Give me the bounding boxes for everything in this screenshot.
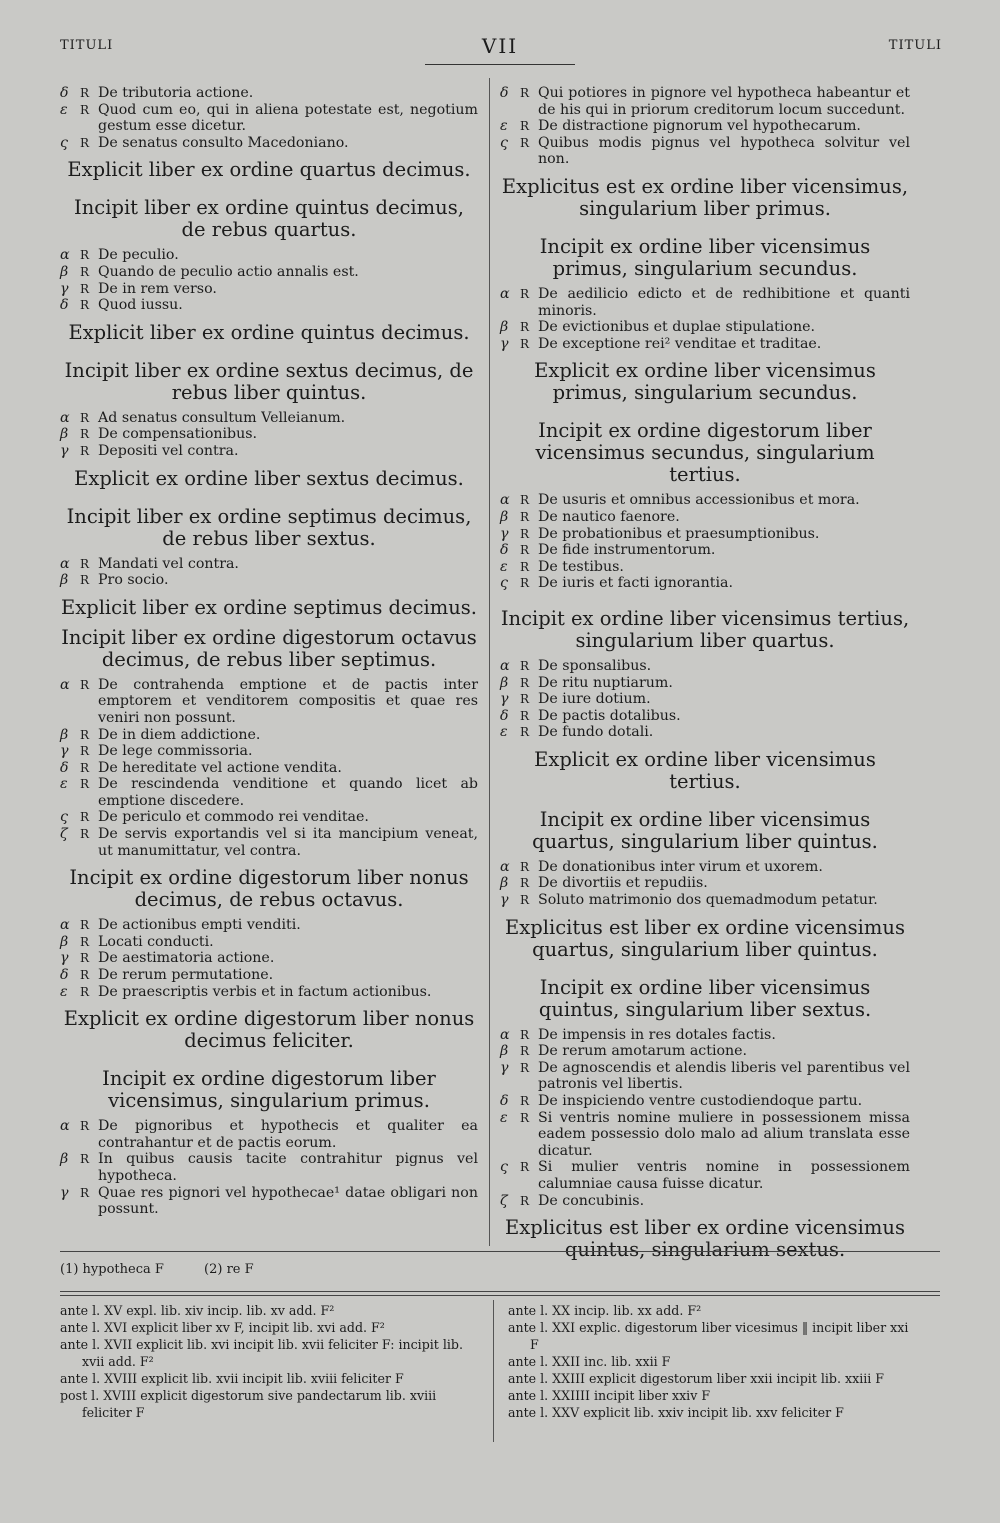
entry-number: γ (60, 442, 69, 459)
apparatus-rule-bottom (60, 1295, 940, 1296)
entry-text: De impensis in res dotales factis. (538, 1026, 776, 1043)
title-entry (60, 967, 478, 984)
entry-number: α (60, 917, 70, 934)
apparatus-note: ante l. XVIII explicit lib. xvii incipit lib. xviii feliciter F (60, 1371, 404, 1386)
entry-number: δ (500, 542, 509, 559)
rubric-r-icon: R (80, 427, 90, 442)
rubric-r-icon: R (80, 556, 90, 571)
entry-text: De aedilicio edicto et de redhibitione et quanti minoris. (538, 285, 910, 319)
title-entry (60, 102, 478, 135)
entry-number: γ (500, 335, 509, 352)
title-entry (60, 135, 478, 152)
entry-text: De pignoribus et hypothecis et qualiter ea contrahantur et de pactis eorum. (98, 1118, 478, 1151)
entry-text: De iure dotium. (538, 691, 651, 708)
rubric-r-icon: R (520, 675, 530, 690)
entry-text: De praescriptis verbis et in factum actionibus. (98, 983, 432, 1000)
header-rule (425, 64, 575, 65)
apparatus-note: ante l. XX incip. lib. xx add. F² (508, 1303, 702, 1318)
entry-number: δ (60, 297, 69, 314)
rubric-r-icon: R (80, 951, 90, 966)
entry-number: β (60, 263, 69, 280)
rubric-r-icon: R (520, 86, 530, 100)
section-heading: Incipit ex ordine digestorum liber vicensimus secundus, singularium tertius. (535, 419, 875, 487)
rubric-r-icon: R (520, 119, 530, 134)
entry-number: ε (500, 558, 508, 575)
title-entry (60, 1151, 478, 1184)
title-entry (500, 724, 910, 741)
entry-number: α (500, 492, 510, 509)
rubric-r-icon: R (520, 859, 530, 874)
entry-text: De donationibus inter virum et uxorem. (538, 858, 823, 875)
entry-text: De distractione pignorum vel hypothecarum. (538, 118, 861, 135)
title-entry (500, 658, 910, 675)
title-entry (60, 934, 478, 951)
entry-text: Pro socio. (98, 572, 169, 589)
rubric-r-icon: R (80, 443, 90, 458)
title-entry (500, 1110, 910, 1160)
entry-number: γ (60, 280, 69, 297)
title-entry (500, 708, 910, 725)
entry-text: De nautico faenore. (538, 508, 680, 525)
entry-number: α (60, 1118, 70, 1135)
entry-number: β (60, 426, 69, 443)
apparatus-note: ante l. XXV explicit lib. xxiv incipit lib. xxv feliciter F (508, 1405, 844, 1420)
title-entry (60, 677, 478, 727)
title-entry (60, 826, 478, 859)
entry-text: Quae res pignori vel hypothecae¹ datae obligari non possunt. (98, 1184, 478, 1218)
entry-number: ς (500, 1159, 508, 1176)
title-entry (500, 1027, 910, 1044)
rubric-r-icon: R (80, 248, 90, 263)
entry-number: β (500, 674, 509, 691)
rubric-r-icon: R (520, 1060, 530, 1075)
title-entry (500, 526, 910, 543)
rubric-r-icon: R (80, 281, 90, 296)
section-heading: Incipit liber ex ordine quintus decimus, de rebus quartus. (74, 196, 464, 242)
entry-number: γ (60, 1184, 69, 1201)
entry-number: α (60, 555, 70, 572)
entry-number: γ (500, 1059, 509, 1076)
entry-text: Quod iussu. (98, 297, 183, 314)
apparatus-note: ante l. XXI explic. digestorum liber vicesimus ‖ incipit liber xxi F (508, 1320, 909, 1352)
rubric-r-icon: R (520, 576, 530, 591)
right-column (500, 85, 910, 1267)
entry-text: De aestimatoria actione. (98, 950, 275, 967)
entry-number: γ (500, 691, 509, 708)
rubric-r-icon: R (80, 264, 90, 279)
entry-number: β (60, 572, 69, 589)
entry-text: De fide instrumentorum. (538, 542, 716, 559)
entry-number: δ (60, 967, 69, 984)
entry-text: De ritu nuptiarum. (538, 674, 673, 691)
rubric-r-icon: R (520, 1044, 530, 1059)
entry-text: De concubinis. (538, 1192, 645, 1209)
section-heading: Explicit ex ordine liber vicensimus tertius. (534, 747, 876, 793)
title-entry (500, 135, 910, 168)
rubric-r-icon: R (520, 658, 530, 673)
entry-number: ε (500, 1109, 508, 1126)
title-entry (60, 426, 478, 443)
apparatus-note: ante l. XXII inc. lib. xxii F (508, 1354, 671, 1369)
column-divider (489, 78, 490, 1246)
title-entry (500, 1043, 910, 1060)
section-heading: Explicit liber ex ordine quartus decimus. (67, 158, 471, 182)
section-heading: Incipit ex ordine liber vicensimus quartus, singularium liber quintus. (532, 807, 878, 853)
entry-number: δ (500, 85, 509, 101)
entry-number: β (500, 319, 509, 336)
entry-number: α (500, 285, 510, 302)
section-heading: Incipit liber ex ordine sextus decimus, de rebus liber quintus. (64, 358, 474, 404)
entry-text: De compensationibus. (98, 426, 258, 443)
title-entry (500, 1193, 910, 1210)
apparatus-note: ante l. XXIII explicit digestorum liber xxii incipit lib. xxiii F (508, 1371, 885, 1386)
title-entry (60, 443, 478, 460)
entry-text: De exceptione rei² venditae et traditae. (538, 335, 822, 352)
entry-text: De peculio. (98, 247, 179, 264)
rubric-r-icon: R (520, 559, 530, 574)
rubric-r-icon: R (520, 509, 530, 524)
title-entry (60, 410, 478, 427)
entry-text: De rerum amotarum actione. (538, 1043, 748, 1060)
entry-number: ζ (500, 1192, 508, 1209)
title-entry (500, 542, 910, 559)
entry-number: α (60, 247, 70, 264)
footnote-1: (1) hypotheca F (60, 1262, 164, 1277)
rubric-r-icon: R (80, 102, 90, 117)
title-entry (60, 247, 478, 264)
section-heading: Incipit liber ex ordine digestorum octavus decimus, de rebus liber septimus. (61, 625, 477, 671)
running-head-left: TITULI (60, 38, 114, 53)
title-entry (60, 572, 478, 589)
entry-text: Quibus modis pignus vel hypotheca solvitur vel non. (538, 134, 910, 168)
rubric-r-icon: R (80, 1152, 90, 1167)
entry-text: De evictionibus et duplae stipulatione. (538, 319, 816, 336)
rubric-r-icon: R (520, 543, 530, 558)
footnotes (60, 1262, 290, 1277)
section-heading: Explicit liber ex ordine septimus decimus. (60, 595, 477, 619)
rubric-r-icon: R (80, 918, 90, 933)
entry-number: ε (500, 724, 508, 741)
entry-text: De senatus consulto Macedoniano. (98, 134, 349, 151)
apparatus-note: ante l. XXIIII incipit liber xxiv F (508, 1388, 711, 1403)
rubric-r-icon: R (520, 526, 530, 541)
title-entry (500, 875, 910, 892)
section-heading: Incipit liber ex ordine septimus decimus, de rebus liber sextus. (66, 504, 472, 550)
entry-text: De rescindenda venditione et quando licet ab emptione discedere. (98, 776, 478, 809)
title-entry (60, 809, 478, 826)
title-entry (500, 492, 910, 509)
title-entry (500, 1159, 910, 1192)
rubric-r-icon: R (520, 1027, 530, 1042)
rubric-r-icon: R (80, 968, 90, 983)
title-entry (500, 336, 910, 353)
entry-text: Quando de peculio actio annalis est. (98, 263, 359, 280)
entry-text: De agnoscendis et alendis liberis vel parentibus vel patronis vel libertis. (538, 1059, 910, 1093)
title-entry (500, 286, 910, 319)
entry-number: β (60, 726, 69, 743)
title-entry (500, 1060, 910, 1093)
apparatus-note: post l. XVIII explicit digestorum sive pandectarum lib. xviii feliciter F (60, 1388, 437, 1420)
entry-number: ς (60, 809, 68, 826)
entry-text: De testibus. (538, 558, 624, 575)
title-entry (500, 675, 910, 692)
rubric-r-icon: R (520, 493, 530, 508)
rubric-r-icon: R (520, 692, 530, 707)
entry-text: De rerum permutatione. (98, 967, 274, 984)
apparatus-note: ante l. XV expl. lib. xiv incip. lib. xv add. F² (60, 1303, 335, 1318)
entry-text: Mandati vel contra. (98, 555, 239, 572)
rubric-r-icon: R (80, 410, 90, 425)
title-entry (60, 917, 478, 934)
title-entry (60, 776, 478, 809)
rubric-r-icon: R (80, 777, 90, 792)
entry-number: ς (500, 134, 508, 151)
entry-text: De contrahenda emptione et de pactis inter emptorem et venditorem compositis et quae res veniri non possunt. (98, 676, 478, 726)
running-head-right: TITULI (888, 38, 942, 53)
page-number: VII (481, 34, 519, 58)
entry-number: α (500, 1026, 510, 1043)
entry-number: ζ (60, 826, 68, 843)
title-entry (500, 319, 910, 336)
entry-text: De sponsalibus. (538, 657, 652, 674)
entry-number: ε (500, 118, 508, 135)
entry-text: De in diem addictione. (98, 726, 261, 743)
entry-number: γ (500, 525, 509, 542)
apparatus-note: ante l. XVI explicit liber xv F, incipit lib. xvi add. F² (60, 1320, 385, 1335)
title-entry (60, 281, 478, 298)
title-entry (60, 727, 478, 744)
entry-number: γ (500, 892, 509, 909)
rubric-r-icon: R (80, 984, 90, 999)
entry-text: De pactis dotalibus. (538, 707, 681, 724)
rubric-r-icon: R (520, 320, 530, 335)
rubric-r-icon: R (80, 135, 90, 150)
title-entry (60, 984, 478, 1001)
apparatus-right (508, 1302, 920, 1421)
rubric-r-icon: R (80, 810, 90, 825)
title-entry (500, 859, 910, 876)
entry-text: Depositi vel contra. (98, 442, 239, 459)
entry-text: In quibus causis tacite contrahitur pignus vel hypotheca. (98, 1151, 478, 1184)
section-heading: Incipit ex ordine liber vicensimus primus, singularium secundus. (539, 234, 871, 280)
entry-number: δ (60, 85, 69, 101)
entry-number: α (500, 858, 510, 875)
rubric-r-icon: R (80, 573, 90, 588)
rubric-r-icon: R (80, 827, 90, 842)
rubric-r-icon: R (520, 336, 530, 351)
entry-number: δ (500, 707, 509, 724)
apparatus-note: ante l. XVII explicit lib. xvi incipit lib. xvii feliciter F: incipit lib. xvii add. F² (60, 1337, 463, 1369)
rubric-r-icon: R (80, 1119, 90, 1134)
entry-text: Si mulier ventris nomine in possessionem calumniae causa fuisse dicatur. (538, 1159, 910, 1192)
entry-text: De in rem verso. (98, 280, 217, 297)
entry-number: α (60, 676, 70, 693)
section-heading: Explicitus est liber ex ordine vicensimus quartus, singularium liber quintus. (505, 915, 905, 961)
entry-text: De servis exportandis vel si ita mancipium veneat, ut manumittatur, vel contra. (98, 826, 478, 859)
section-heading: Incipit ex ordine liber vicensimus tertius, singularium liber quartus. (500, 606, 910, 652)
rubric-r-icon: R (80, 677, 90, 692)
entry-text: De lege commissoria. (98, 743, 253, 760)
rubric-r-icon: R (80, 298, 90, 313)
title-entry (500, 509, 910, 526)
entry-number: ς (60, 134, 68, 151)
entry-number: β (500, 1043, 509, 1060)
entry-text: De actionibus empti venditi. (98, 917, 301, 934)
title-entry (500, 691, 910, 708)
left-column (60, 85, 478, 1218)
section-heading: Incipit ex ordine liber vicensimus quintus, singularium liber sextus. (538, 975, 872, 1021)
section-heading: Explicit ex ordine liber sextus decimus. (74, 466, 464, 490)
title-entry (60, 297, 478, 314)
title-entry (60, 1118, 478, 1151)
entry-text: De inspiciendo ventre custodiendoque partu. (538, 1093, 863, 1110)
entry-number: γ (60, 950, 69, 967)
footnote-rule (60, 1251, 940, 1252)
title-entry (60, 950, 478, 967)
footnote-2: (2) re F (204, 1262, 254, 1277)
entry-number: ς (500, 575, 508, 592)
entry-text: De periculo et commodo rei venditae. (98, 809, 369, 826)
rubric-r-icon: R (80, 760, 90, 775)
entry-text: De divortiis et repudiis. (538, 875, 708, 892)
entry-number: δ (500, 1093, 509, 1110)
apparatus-divider (493, 1300, 494, 1442)
section-heading: Explicitus est liber ex ordine vicensimus quintus, singularium sextus. (505, 1216, 905, 1262)
title-entry (500, 1093, 910, 1110)
entry-number: α (500, 657, 510, 674)
rubric-r-icon: R (520, 1193, 530, 1208)
rubric-r-icon: R (520, 286, 530, 301)
title-entry (500, 85, 910, 118)
rubric-r-icon: R (520, 893, 530, 908)
entry-text: Si ventris nomine muliere in possessionem missa eadem possessio dolo malo ad alium translata esse dicatur. (538, 1109, 910, 1159)
rubric-r-icon: R (80, 727, 90, 742)
rubric-r-icon: R (520, 876, 530, 891)
apparatus-rule-top (60, 1291, 940, 1292)
entry-number: ε (60, 983, 68, 1000)
entry-number: δ (60, 759, 69, 776)
section-heading: Incipit ex ordine digestorum liber vicensimus, singularium primus. (102, 1067, 436, 1113)
rubric-r-icon: R (80, 934, 90, 949)
entry-text: Qui potiores in pignore vel hypotheca habeantur et de his qui in priorum creditorum locum succedunt. (538, 85, 910, 118)
section-heading: Explicit liber ex ordine quintus decimus. (68, 320, 470, 344)
title-entry (60, 85, 478, 102)
rubric-r-icon: R (520, 1094, 530, 1109)
title-entry (60, 760, 478, 777)
entry-text: Locati conducti. (98, 933, 214, 950)
entry-number: β (60, 933, 69, 950)
entry-text: De fundo dotali. (538, 724, 654, 741)
entry-number: β (60, 1151, 69, 1168)
title-entry (60, 743, 478, 760)
entry-number: ε (60, 776, 68, 793)
entry-number: β (500, 875, 509, 892)
rubric-r-icon: R (520, 725, 530, 740)
entry-number: γ (60, 743, 69, 760)
rubric-r-icon: R (80, 1185, 90, 1200)
entry-text: De iuris et facti ignorantia. (538, 575, 733, 592)
rubric-r-icon: R (80, 86, 90, 100)
section-heading: Explicitus est ex ordine liber vicensimus, singularium liber primus. (501, 174, 909, 220)
entry-text: De usuris et omnibus accessionibus et mora. (538, 492, 860, 509)
entry-number: β (500, 508, 509, 525)
rubric-r-icon: R (520, 1110, 530, 1125)
section-heading: Incipit ex ordine digestorum liber nonus decimus, de rebus octavus. (69, 866, 469, 912)
entry-number: ε (60, 101, 68, 118)
entry-text: Ad senatus consultum Velleianum. (98, 409, 346, 426)
entry-text: Soluto matrimonio dos quemadmodum petatur. (538, 892, 878, 909)
title-entry (60, 556, 478, 573)
entry-number: α (60, 409, 70, 426)
rubric-r-icon: R (520, 135, 530, 150)
title-entry (500, 118, 910, 135)
rubric-r-icon: R (80, 744, 90, 759)
section-heading: Explicit ex ordine liber vicensimus primus, singularium secundus. (534, 359, 876, 405)
title-entry (60, 1185, 478, 1218)
title-entry (60, 264, 478, 281)
apparatus-left (60, 1302, 480, 1421)
rubric-r-icon: R (520, 1160, 530, 1175)
rubric-r-icon: R (520, 708, 530, 723)
title-entry (500, 559, 910, 576)
entry-text: De probationibus et praesumptionibus. (538, 525, 820, 542)
entry-text: De hereditate vel actione vendita. (98, 759, 342, 776)
title-entry (500, 892, 910, 909)
entry-text: Quod cum eo, qui in aliena potestate est, negotium gestum esse dicetur. (98, 101, 478, 135)
entry-text: De tributoria actione. (98, 85, 254, 101)
title-entry (500, 575, 910, 592)
section-heading: Explicit ex ordine digestorum liber nonus decimus feliciter. (63, 1007, 475, 1053)
